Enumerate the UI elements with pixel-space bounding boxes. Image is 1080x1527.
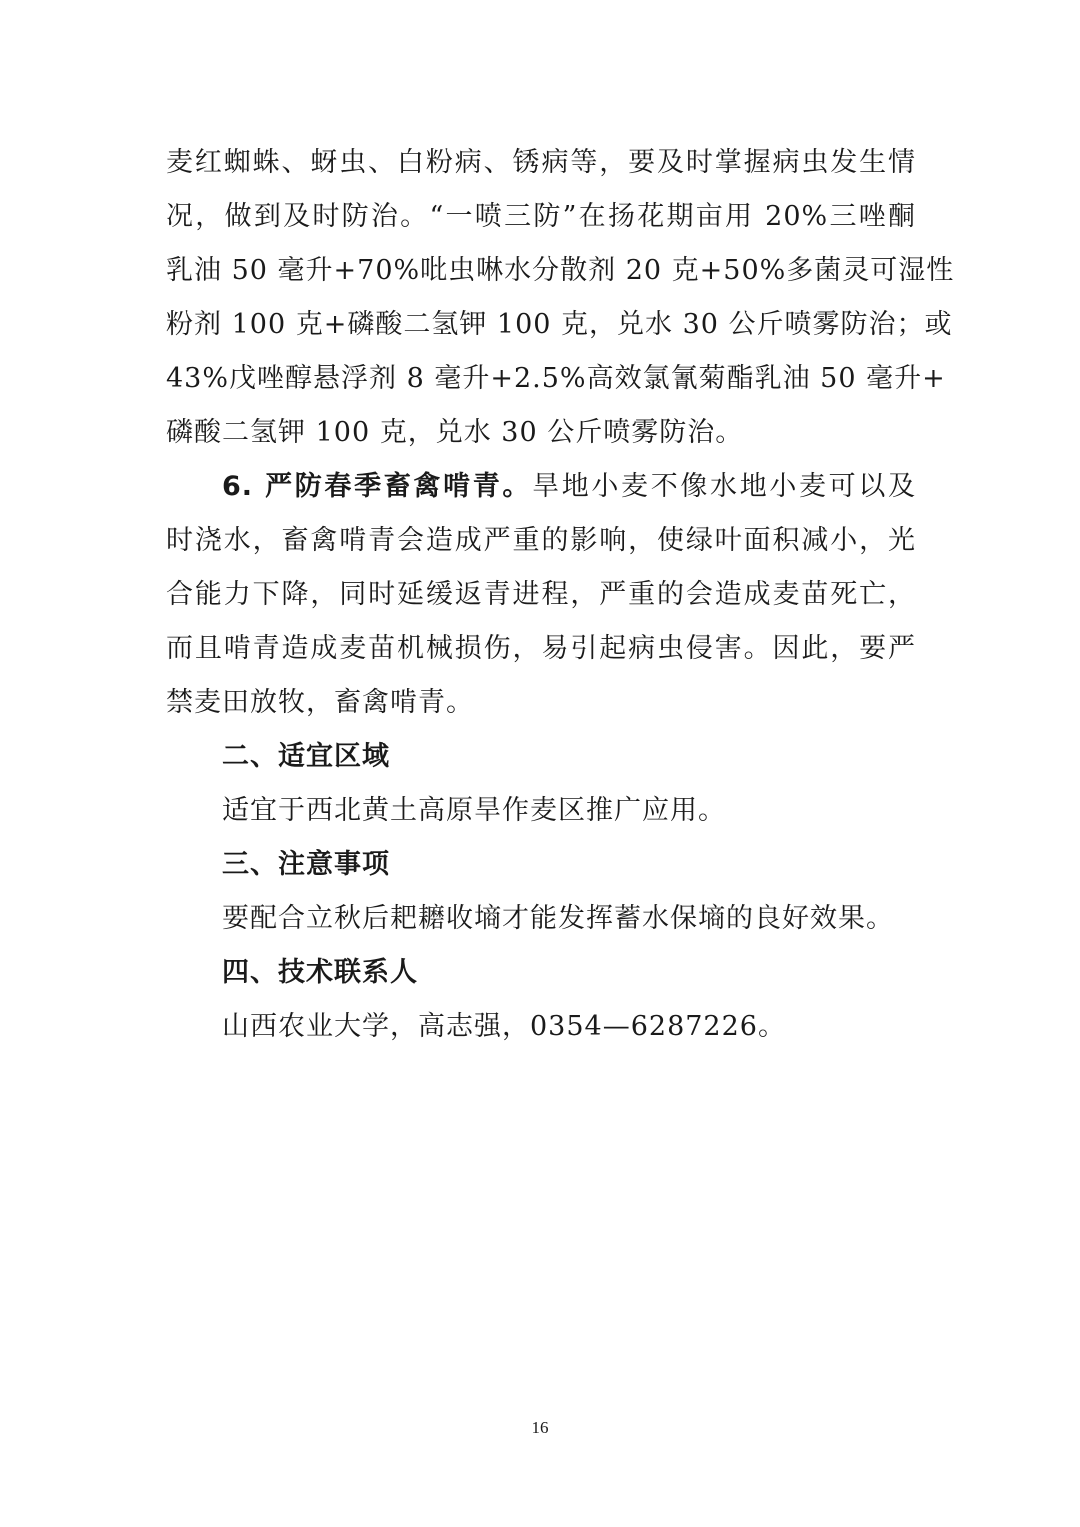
paragraph-text: 旱地小麦不像水地小麦可以及 (532, 471, 916, 502)
text-line: 乳油 50 毫升+70%吡虫啉水分散剂 20 克+50%多菌灵可湿性 (166, 255, 955, 286)
section-heading: 四、技术联系人 (222, 957, 418, 988)
paragraph-heading: 6. 严防春季畜禽啃青。 (222, 471, 533, 502)
section-notes (166, 838, 916, 946)
page-number: 16 (531, 1418, 549, 1437)
document-body (166, 136, 955, 1054)
text-line: 合能力下降，同时延缓返青进程，严重的会造成麦苗死亡， (166, 579, 916, 610)
paragraph-livestock-grazing (166, 460, 916, 730)
text-line: 麦红蜘蛛、蚜虫、白粉病、锈病等，要及时掌握病虫发生情 (166, 147, 916, 178)
text-line: 时浇水，畜禽啃青会造成严重的影响，使绿叶面积减小，光 (166, 525, 916, 556)
section-contact (166, 946, 916, 1054)
section-heading: 三、注意事项 (222, 849, 390, 880)
text-line: 禁麦田放牧，畜禽啃青。 (166, 687, 474, 718)
section-text: 要配合立秋后耙耱收墒才能发挥蓄水保墒的良好效果。 (222, 903, 894, 934)
text-line: 而且啃青造成麦苗机械损伤，易引起病虫侵害。因此，要严 (166, 633, 916, 664)
section-heading: 二、适宜区域 (222, 741, 390, 772)
text-line: 况，做到及时防治。“一喷三防”在扬花期亩用 20%三唑酮 (166, 201, 916, 232)
section-suitable-area (166, 730, 916, 838)
text-line: 粉剂 100 克+磷酸二氢钾 100 克，兑水 30 公斤喷雾防治；或 (166, 309, 953, 340)
section-text: 山西农业大学，高志强，0354—6287226。 (222, 1011, 786, 1042)
text-line: 43%戊唑醇悬浮剂 8 毫升+2.5%高效氯氰菊酯乳油 50 毫升+ (166, 363, 946, 394)
text-line: 磷酸二氢钾 100 克，兑水 30 公斤喷雾防治。 (166, 417, 744, 448)
section-text: 适宜于西北黄土高原旱作麦区推广应用。 (222, 795, 726, 826)
paragraph-pest-control (166, 136, 955, 460)
paragraph-first-line (166, 460, 916, 514)
